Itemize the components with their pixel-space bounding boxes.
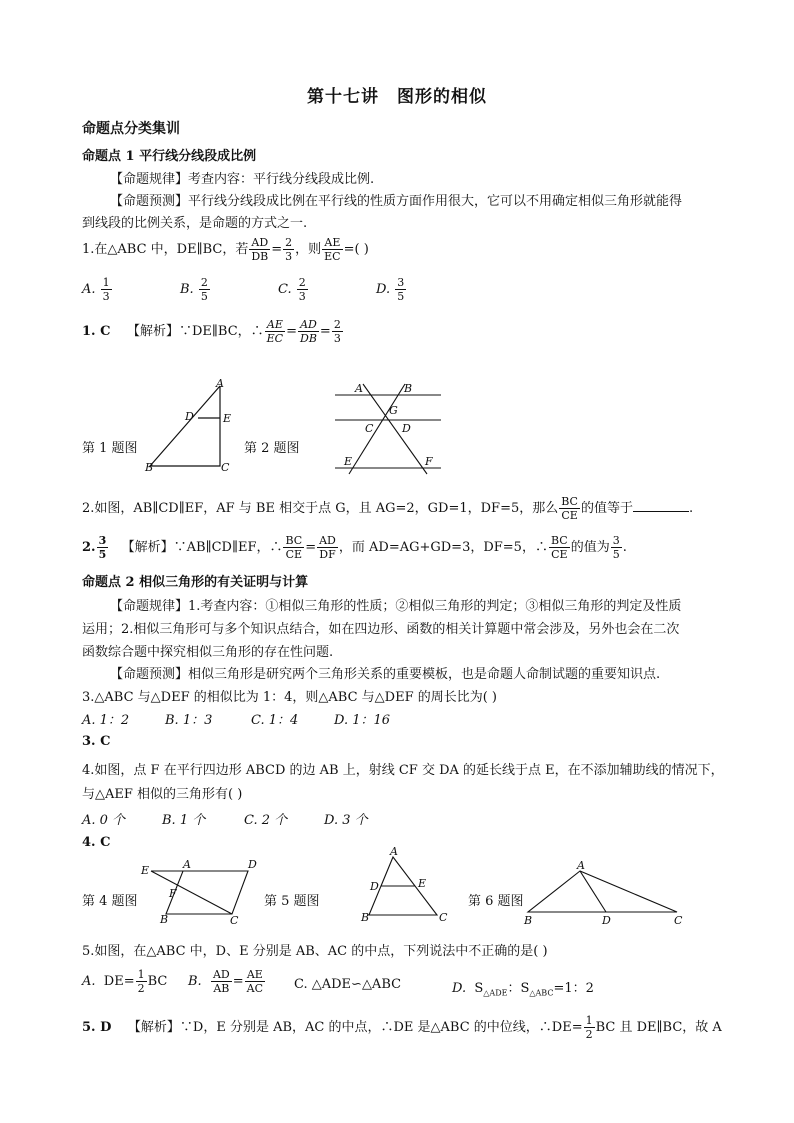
question-2: 2.如图，AB∥CD∥EF，AF 与 BE 相交于点 G，且 AG=2，GD=1，DF=5，那么 $\frac{BC}{CE}$ 的值等于 . <box>82 495 694 522</box>
point-label: B <box>524 914 533 927</box>
fraction: $\frac{2}{3}$ <box>285 236 293 263</box>
point-label: A <box>216 377 224 390</box>
point-label: G <box>389 404 398 417</box>
q3-option-c: C. 1：4 <box>251 713 299 728</box>
point2-predict: 【命题预测】相似三角形是研究两个三角形关系的重要模板，也是命题人命制试题的重要知识点. <box>110 667 661 682</box>
point-label: B <box>145 461 154 474</box>
figure-5 <box>363 845 453 925</box>
q5-option-a: A. DE= $\frac{1}{2}$ BC <box>82 968 168 995</box>
point-label: C <box>439 911 448 924</box>
q3-option-b: B. 1：3 <box>165 713 213 728</box>
point-label: D <box>370 880 379 893</box>
point-label: F <box>169 887 177 900</box>
q1-option-d: D. $\frac{3}{5}$ <box>376 276 405 303</box>
point-label: D <box>248 858 257 871</box>
point-label: E <box>141 864 150 877</box>
figure-1 <box>140 377 240 475</box>
section-title: 命题点分类集训 <box>82 121 180 137</box>
point1-predict-line2: 到线段的比例关系，是命题的方式之一. <box>82 216 308 231</box>
answer-blank <box>633 499 689 512</box>
point-label: C <box>221 461 230 474</box>
q4-option-b: B. 1 个 <box>162 813 206 828</box>
point-label: D <box>185 410 194 423</box>
point-label: D <box>402 422 411 435</box>
point-label: B <box>361 911 370 924</box>
fraction: $\frac{AE}{EC}$ <box>324 236 341 263</box>
q4-answer: 4. C <box>82 835 111 850</box>
figure-6 <box>522 860 687 930</box>
point2-rule-line1: 【命题规律】1.考查内容：①相似三角形的性质；②相似三角形的判定；③相似三角形的判定及性质 <box>110 599 682 614</box>
question-4-line1: 4.如图，点 F 在平行四边形 ABCD 的边 AB 上，射线 CF 交 DA 的延长线于点 E，在不添加辅助线的情况下， <box>82 763 724 778</box>
point-label: C <box>230 914 239 927</box>
point-label: B <box>404 382 413 395</box>
figure-5-caption: 第 5 题图 <box>264 894 320 909</box>
q3-option-d: D. 1：16 <box>334 713 391 728</box>
point-label: A <box>390 845 398 858</box>
q5-answer: 5. D 【解析】∵D，E 分别是 AB，AC 的中点，∴DE 是△ABC 的中位线，∴DE= $\frac{1}{2}$ BC 且 DE∥BC，故 A <box>82 1014 722 1041</box>
point-label: E <box>418 877 427 890</box>
figure-2-caption: 第 2 题图 <box>244 441 300 456</box>
point-label: D <box>602 914 611 927</box>
point1-predict-line1: 【命题预测】平行线分线段成比例在平行线的性质方面作用很大，它可以不用确定相似三角形就能得 <box>110 194 683 209</box>
q5-option-c: C. △ADE∽△ABC <box>294 977 402 992</box>
q4-option-d: D. 3 个 <box>324 813 368 828</box>
point-label: A <box>183 858 191 871</box>
q1-option-a: A. $\frac{1}{3}$ <box>82 276 110 303</box>
q5-option-d: D. $S_{\triangle ADE}$：$S_{\triangle ABC}=1$：2 <box>452 981 594 998</box>
q4-option-c: C. 2 个 <box>244 813 288 828</box>
point-label: C <box>365 422 374 435</box>
figure-1-caption: 第 1 题图 <box>82 441 138 456</box>
figure-4-caption: 第 4 题图 <box>82 894 138 909</box>
point-label: E <box>344 455 353 468</box>
point2-rule-line2: 运用；2.相似三角形可与多个知识点结合，如在四边形、函数的相关计算题中常会涉及，另外也会在二次 <box>82 622 680 637</box>
question-4-line2: 与△AEF 相似的三角形有( ) <box>82 787 243 802</box>
point1-heading: 命题点 1 平行线分线段成比例 <box>82 149 257 164</box>
figure-2 <box>335 380 445 475</box>
point-label: C <box>674 914 683 927</box>
point-label: B <box>160 913 169 926</box>
point-label: A <box>577 859 585 872</box>
point2-heading: 命题点 2 相似三角形的有关证明与计算 <box>82 575 309 590</box>
point1-rule: 【命题规律】考查内容：平行线分线段成比例. <box>110 172 375 187</box>
q5-option-b: B. $\frac{AD}{AB}$ = $\frac{AE}{AC}$ <box>188 968 263 995</box>
question-1: 1.在△ABC 中，DE∥BC，若 $\frac{AD}{DB}$ = $\frac{2}{3}$ ，则 $\frac{AE}{EC}$ =( ) <box>82 236 369 263</box>
point-label: F <box>425 455 433 468</box>
figure-6-caption: 第 6 题图 <box>468 894 524 909</box>
page-title: 第十七讲 图形的相似 <box>307 87 487 107</box>
q2-answer: 2. $\frac{3}{5}$ 【解析】∵AB∥CD∥EF，∴ $\frac{BC}{CE}$ = $\frac{AD}{DF}$ ，而 AD=AG+GD=3，DF=5，∴ $\frac{BC}{CE}$ 的值为 $\frac{3}{5}$ . <box>82 534 627 561</box>
q4-option-a: A. 0 个 <box>82 813 126 828</box>
q1-option-c: C. $\frac{2}{3}$ <box>278 276 306 303</box>
question-5: 5.如图，在△ABC 中，D、E 分别是 AB、AC 的中点，下列说法中不正确的是( ) <box>82 944 548 959</box>
figure-4 <box>138 860 263 930</box>
question-3: 3.△ABC 与△DEF 的相似比为 1：4，则△ABC 与△DEF 的周长比为( ) <box>82 690 497 705</box>
point2-rule-line3: 函数综合题中探究相似三角形的存在性问题. <box>82 645 334 660</box>
q1-option-b: B. $\frac{2}{5}$ <box>180 276 208 303</box>
point-label: E <box>223 412 232 425</box>
q3-option-a: A. 1：2 <box>82 713 130 728</box>
point-label: A <box>355 382 363 395</box>
q3-answer: 3. C <box>82 734 111 749</box>
q1-answer: 1. C 【解析】∵DE∥BC，∴ $\frac{AE}{EC}$ = $\frac{AD}{DB}$ = $\frac{2}{3}$ <box>82 318 341 345</box>
fraction: $\frac{AD}{DB}$ <box>251 236 269 263</box>
